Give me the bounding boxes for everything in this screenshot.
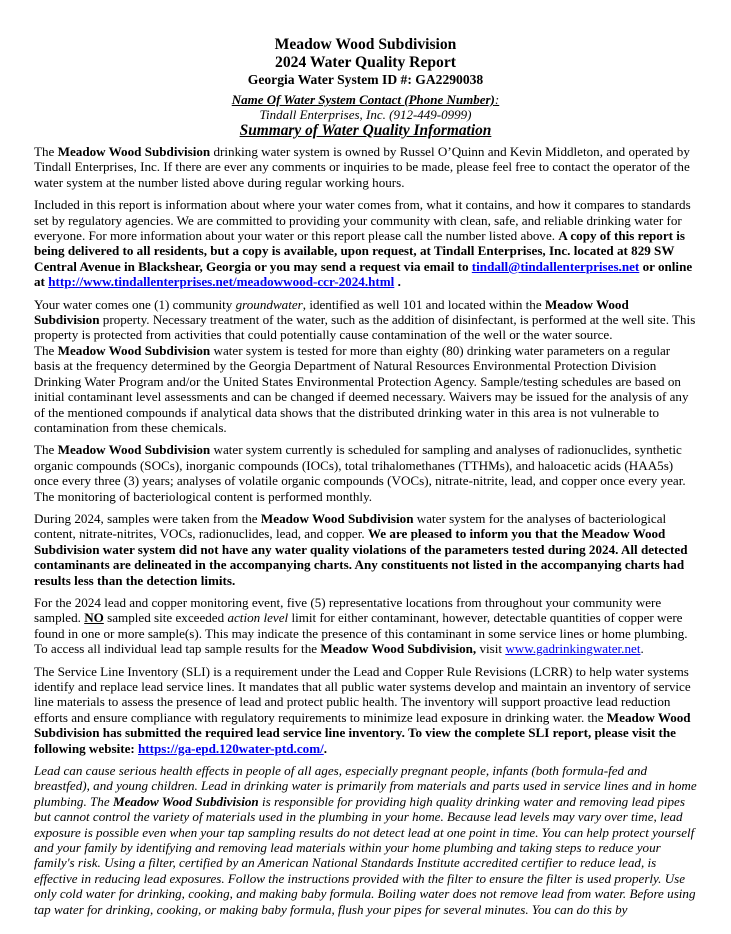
text: drinking water system is owned by Russel O’Quinn and Kevin Middleton, and operated by Tindall Enterprises, Inc. If there are ever any comments or inquiries to be made, please feel free to contact the operator of the water system at the number listed above during regular working hours. (34, 144, 690, 190)
system-id: Georgia Water System ID #: GA2290038 (247, 72, 484, 87)
text: limit for either contaminant, however, detectable quantities of copper were found in one or more sample(s). This may indicate the presence of this contaminant in some service lines or home plumbing. To access all individual lead tap sample results for the (34, 610, 688, 657)
system-name: Meadow Wood Subdivision (260, 510, 414, 526)
paragraph-lead-copper (34, 595, 697, 657)
report-subtitle: 2024 Water Quality Report (275, 54, 456, 71)
paragraph-report-info (34, 197, 697, 289)
system-name: Meadow Wood Subdivision (112, 793, 259, 809)
paragraph-ownership (34, 144, 697, 190)
email-link[interactable]: tindall@tindallenterprises.net (471, 258, 640, 274)
text: Included in this report is information about where your water comes from, what it contains, and how it compares to standards set by regulatory agencies. We are committed to providing your community with clean, safe, and reliable drinking water for everyone. For more information about your water or this report please call the number listed above. (34, 197, 691, 244)
text: . (323, 740, 328, 756)
text: . (640, 641, 644, 657)
gadrinkingwater-link[interactable]: www.gadrinkingwater.net (505, 641, 641, 657)
paragraph-service-line-inventory (34, 664, 697, 756)
text: Your water comes one (1) community (34, 296, 236, 312)
text: or online at (34, 258, 693, 290)
system-name: Meadow Wood Subdivision (57, 144, 211, 159)
contact-value: Tindall Enterprises, Inc. (912-449-0999) (259, 107, 472, 122)
report-url-link[interactable]: http://www.tindallenterprises.net/meadowwood-ccr-2024.html (48, 274, 395, 290)
paragraph-testing (34, 343, 697, 435)
no-violations-statement: We are pleased to inform you that the Meadow Wood Subdivision water system did not have any water quality violations of the parameters tested during 2024. All detected contaminants are delineated in the accompanying charts. Any constituents not listed in the accompanying charts had results less than the detection limits. (34, 526, 688, 588)
text: visit (476, 641, 506, 657)
text: Meadow Wood Subdivision has submitted the required lead service line inventory. To view the complete SLI report, please visit the following website: (34, 709, 691, 756)
paragraph-2024-samples (34, 511, 697, 588)
text: water system for the analyses of bacteriological content, nitrate-nitrites, VOCs, radionuclides, lead, and copper. (34, 510, 667, 542)
text: The (34, 442, 58, 458)
paragraph-schedule (34, 442, 697, 504)
paragraph-water-source (34, 297, 697, 343)
text: water system currently is scheduled for sampling and analyses of radionuclides, synthetic organic compounds (SOCs), inorganic compounds (IOCs), total trihalomethanes (TTHMs), and haloacetic acids (HAA5s) once every three (3) years; analyses of volatile organic compounds (VOCs), nitrate-nitrite, lead, and copper once every year. The monitoring of bacteriological content is performed monthly. (34, 442, 686, 504)
system-name: Meadow Wood Subdivision (57, 342, 211, 358)
text: The Service Line Inventory (SLI) is a requirement under the Lead and Copper Rule Revisions (LCRR) to help water systems identify and replace lead service lines. It mandates that all public water systems develop and maintain an inventory of service line materials to assess the presence of lead and protect public health. The inventory will support proactive lead reduction efforts and ensure compliance with regulatory requirements to minimize lead exposure in drinking water. the (34, 663, 691, 725)
text: water system is tested for more than eighty (80) drinking water parameters on a regular basis at the frequency determined by the Georgia Department of Natural Resources Environmental Protection Division Drinking Water Program and/or the United States Environmental Protection Agency. Sample/testing schedules are based on initial contaminant level assessments and can be changed if deemed necessary. Waivers may be issued for the analysis of any of the mentioned compounds if analytical data shows that the distributed drinking water in this area is not vulnerable to contamination from these chemicals. (34, 342, 689, 435)
report-title: Meadow Wood Subdivision (274, 36, 457, 53)
paragraph-lead-health (34, 763, 697, 917)
text: property. Necessary treatment of the water, such as the addition of disinfectant, is performed at the well site. This property is protected from activities that could potentially cause contamination of the well or the water source. (34, 312, 696, 343)
system-name: Meadow Wood Subdivision (34, 296, 629, 328)
sli-report-link[interactable]: https://ga-epd.120water-ptd.com/ (138, 740, 324, 756)
text: is responsible for providing high quality drinking water and removing lead pipes but cannot control the variety of materials used in the plumbing in your home. Because lead levels may vary over time, lead exposure is possible even when your tap sampling results do not detect lead at one point in time. You can help protect yourself and your family by identifying and removing lead materials within your home plumbing and taking steps to reduce your family's risk. Using a filter, certified by an American National Standards Institute accredited certifier to reduce lead, is effective in reducing lead exposures. Follow the instructions provided with the filter to ensure the filter is used properly. Use only cold water for drinking, cooking, and making baby formula. Boiling water does not remove lead from water. Before using tap water for drinking, cooking, or making baby formula, flush your pipes for several minutes. You can do this by (34, 793, 696, 917)
text: Lead can cause serious health effects in people of all ages, especially pregnant people, infants (both formula-fed and breastfed), and young children. Lead in drinking water is primarily from materials and parts used in service lines and in home plumbing. The (34, 763, 697, 809)
action-level-term: action level (227, 610, 289, 626)
text: A copy of this report is being delivered to all residents, but a copy is available, upon request, at Tindall Enterprises, Inc. located at 829 SW Central Avenue in Blackshear, Georgia or you may send a request via email to (34, 228, 686, 274)
system-name: Meadow Wood Subdivision (57, 442, 211, 458)
text: During 2024, samples were taken from the (34, 510, 261, 526)
text: , identified as well 101 and located within the (302, 296, 545, 312)
source-type: groundwater (235, 296, 303, 312)
contact-label-line (34, 92, 697, 107)
text: For the 2024 lead and copper monitoring event, five (5) representative locations from throughout your community were sampled. (34, 594, 662, 626)
contact-label: Name Of Water System Contact (Phone Number) (231, 92, 495, 107)
system-name: Meadow Wood Subdivision, (320, 641, 477, 657)
emphasis-no: NO (84, 610, 104, 626)
summary-heading: Summary of Water Quality Information (239, 122, 492, 139)
text: The (34, 342, 58, 358)
text: The (34, 144, 58, 159)
contact-colon: : (494, 92, 500, 107)
text: . (394, 274, 401, 290)
text: sampled site exceeded (103, 610, 228, 626)
